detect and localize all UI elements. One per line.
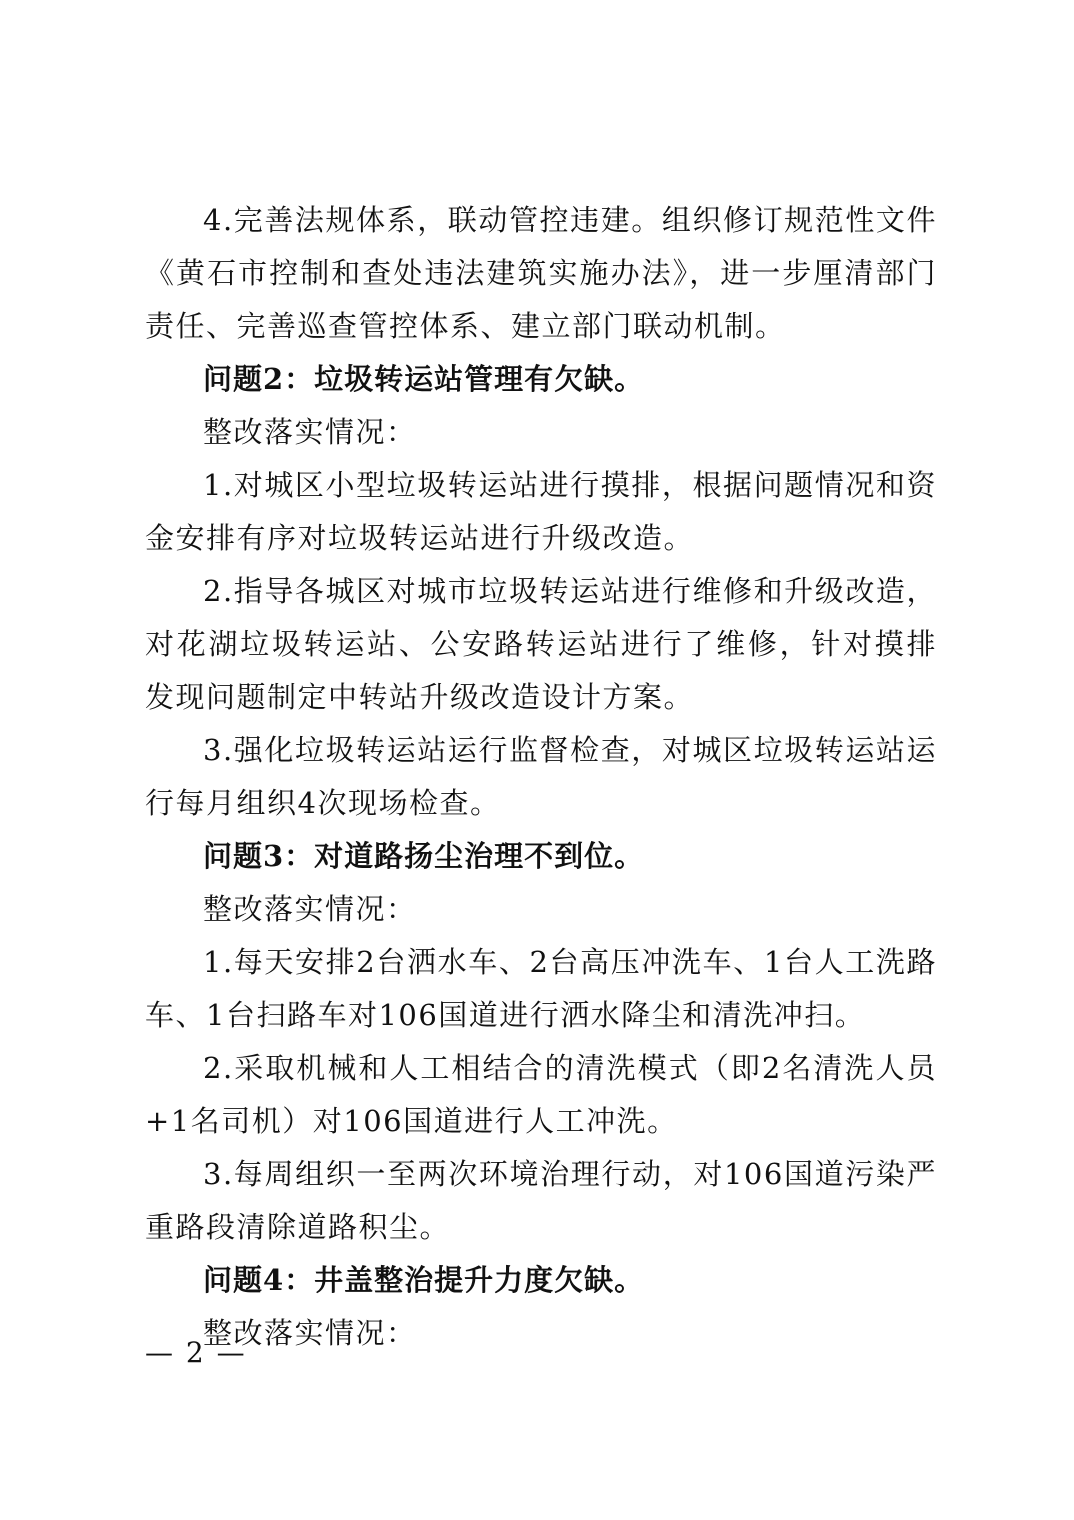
- paragraph-item: 1.每天安排2台洒水车、2台高压冲洗车、1台人工洗路车、1台扫路车对106国道进行洒水降尘和清洗冲扫。: [145, 945, 937, 1032]
- rectification-label: 整改落实情况：: [203, 1316, 417, 1350]
- heading-problem-3: 问题3：对道路扬尘治理不到位。: [203, 839, 645, 873]
- page-number: — 2 —: [145, 1336, 247, 1369]
- heading-problem-4: 问题4：井盖整治提升力度欠缺。: [203, 1263, 645, 1297]
- heading-problem-2: 问题2：垃圾转运站管理有欠缺。: [203, 362, 645, 396]
- paragraph-item: 3.强化垃圾转运站运行监督检查，对城区垃圾转运站运行每月组织4次现场检查。: [145, 733, 937, 820]
- paragraph-item: 3.每周组织一至两次环境治理行动，对106国道污染严重路段清除道路积尘。: [145, 1157, 937, 1244]
- rectification-label: 整改落实情况：: [203, 415, 417, 449]
- paragraph-regulations: 4.完善法规体系，联动管控违建。组织修订规范性文件《黄石市控制和查处违法建筑实施办法》，进一步厘清部门责任、完善巡查管控体系、建立部门联动机制。: [145, 203, 937, 343]
- document-body: [145, 194, 937, 1360]
- paragraph-item: 2.指导各城区对城市垃圾转运站进行维修和升级改造，对花湖垃圾转运站、公安路转运站进行了维修，针对摸排发现问题制定中转站升级改造设计方案。: [145, 574, 937, 714]
- rectification-label: 整改落实情况：: [203, 892, 417, 926]
- paragraph-item: 2.采取机械和人工相结合的清洗模式（即2名清洗人员+1名司机）对106国道进行人工冲洗。: [145, 1051, 937, 1138]
- paragraph-item: 1.对城区小型垃圾转运站进行摸排，根据问题情况和资金安排有序对垃圾转运站进行升级改造。: [145, 468, 937, 555]
